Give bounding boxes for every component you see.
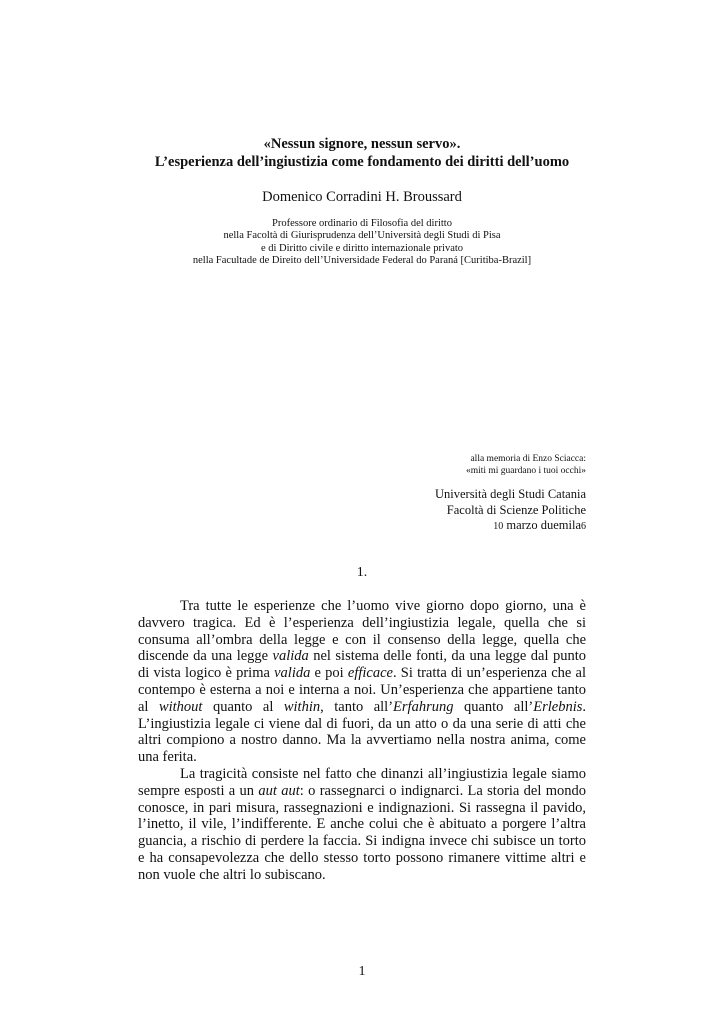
text-run: La tragicità consiste nel fatto che dinanzi all’ingiustizia legale siamo sempre esposti a un (138, 765, 586, 799)
dedication (466, 453, 586, 477)
text-run: . L’ingiustizia legale ci viene dal di fuori, da un atto o da una serie di atti che altri compiono a nostro danno. Ma la avvertiamo nella nostra anima, come una ferita. (138, 698, 586, 766)
affiliation-line: e di Diritto civile e diritto internazionale privato (260, 242, 464, 254)
dedication-line-2: «miti mi guardano i tuoi occhi» (465, 466, 586, 476)
italic-term: Erfahrung (393, 698, 454, 715)
text-run: quanto al (202, 698, 284, 715)
page-number: 1 (358, 964, 366, 979)
affiliation-line: nella Facoltà di Giurisprudenza dell’Università degli Studi di Pisa (223, 230, 501, 242)
section-number: 1. (356, 565, 368, 580)
dedication-line-1: alla memoria di Enzo Sciacca: (470, 454, 586, 464)
italic-term: aut aut (258, 782, 300, 799)
venue-date-year-digit: 6 (581, 521, 586, 532)
venue-block (435, 487, 586, 535)
text-run: . Si tratta di un’esperienza che al contempo è esterna a noi e interna a noi. Un’esperienza che appartiene tanto al (138, 665, 586, 715)
text-run: nel sistema delle fonti, da una legge dal punto di vista logico è prima (138, 648, 586, 682)
venue-date-day: 10 (493, 521, 504, 532)
italic-term: within (283, 698, 321, 715)
text-run: quanto all’ (453, 698, 534, 715)
author-affiliation (0, 218, 724, 268)
affiliation-line: nella Facultade de Direito dell’Universidade Federal do Paraná [Curitiba-Brazil] (192, 255, 532, 267)
italic-term: valida (272, 648, 309, 665)
italic-term: efficace (347, 665, 393, 682)
paragraph-1 (138, 598, 586, 766)
body-text (138, 598, 586, 884)
venue-date (435, 518, 586, 535)
italic-term: Erlebnis (533, 698, 583, 715)
venue-university: Università degli Studi Catania (434, 487, 586, 501)
text-run: Tra tutte le esperienze che l’uomo vive giorno dopo giorno, una è davvero tragica. Ed è l’esperienza dell’ingiustizia legale, quella che si consuma all’ombra della legge e con il consenso della legge, quella che discende da una legge (138, 598, 586, 665)
text-run: : o rassegnarci o indignarci. La storia del mondo conosce, in pari misura, rassegnazioni e indignazioni. Si rassegna il pavido, l’inetto, il vile, l’indifferente. E anche colui che è abituato a porgere l’altra guancia, a rischio di perdere la faccia. Si indigna invece chi subisce un torto e ha consapevolezza che dello stesso torto possono rimanere vittime altri e non vuole che altri lo subiscano. (138, 782, 586, 883)
venue-date-text: marzo duemila (503, 518, 581, 532)
italic-term: valida (274, 665, 311, 682)
paragraph-2 (138, 766, 586, 884)
title-line-1: «Nessun signore, nessun servo». (263, 136, 461, 152)
venue-faculty: Facoltà di Scienze Politiche (446, 502, 586, 517)
text-run: , tanto all’ (320, 698, 394, 715)
italic-term: without (158, 698, 203, 715)
text-run: e poi (310, 665, 348, 682)
title-line-2: L’esperienza dell’ingiustizia come fondamento dei diritti dell’uomo (154, 154, 570, 170)
author-name: Domenico Corradini H. Broussard (262, 189, 462, 205)
affiliation-line: Professore ordinario di Filosofia del diritto (272, 218, 452, 229)
